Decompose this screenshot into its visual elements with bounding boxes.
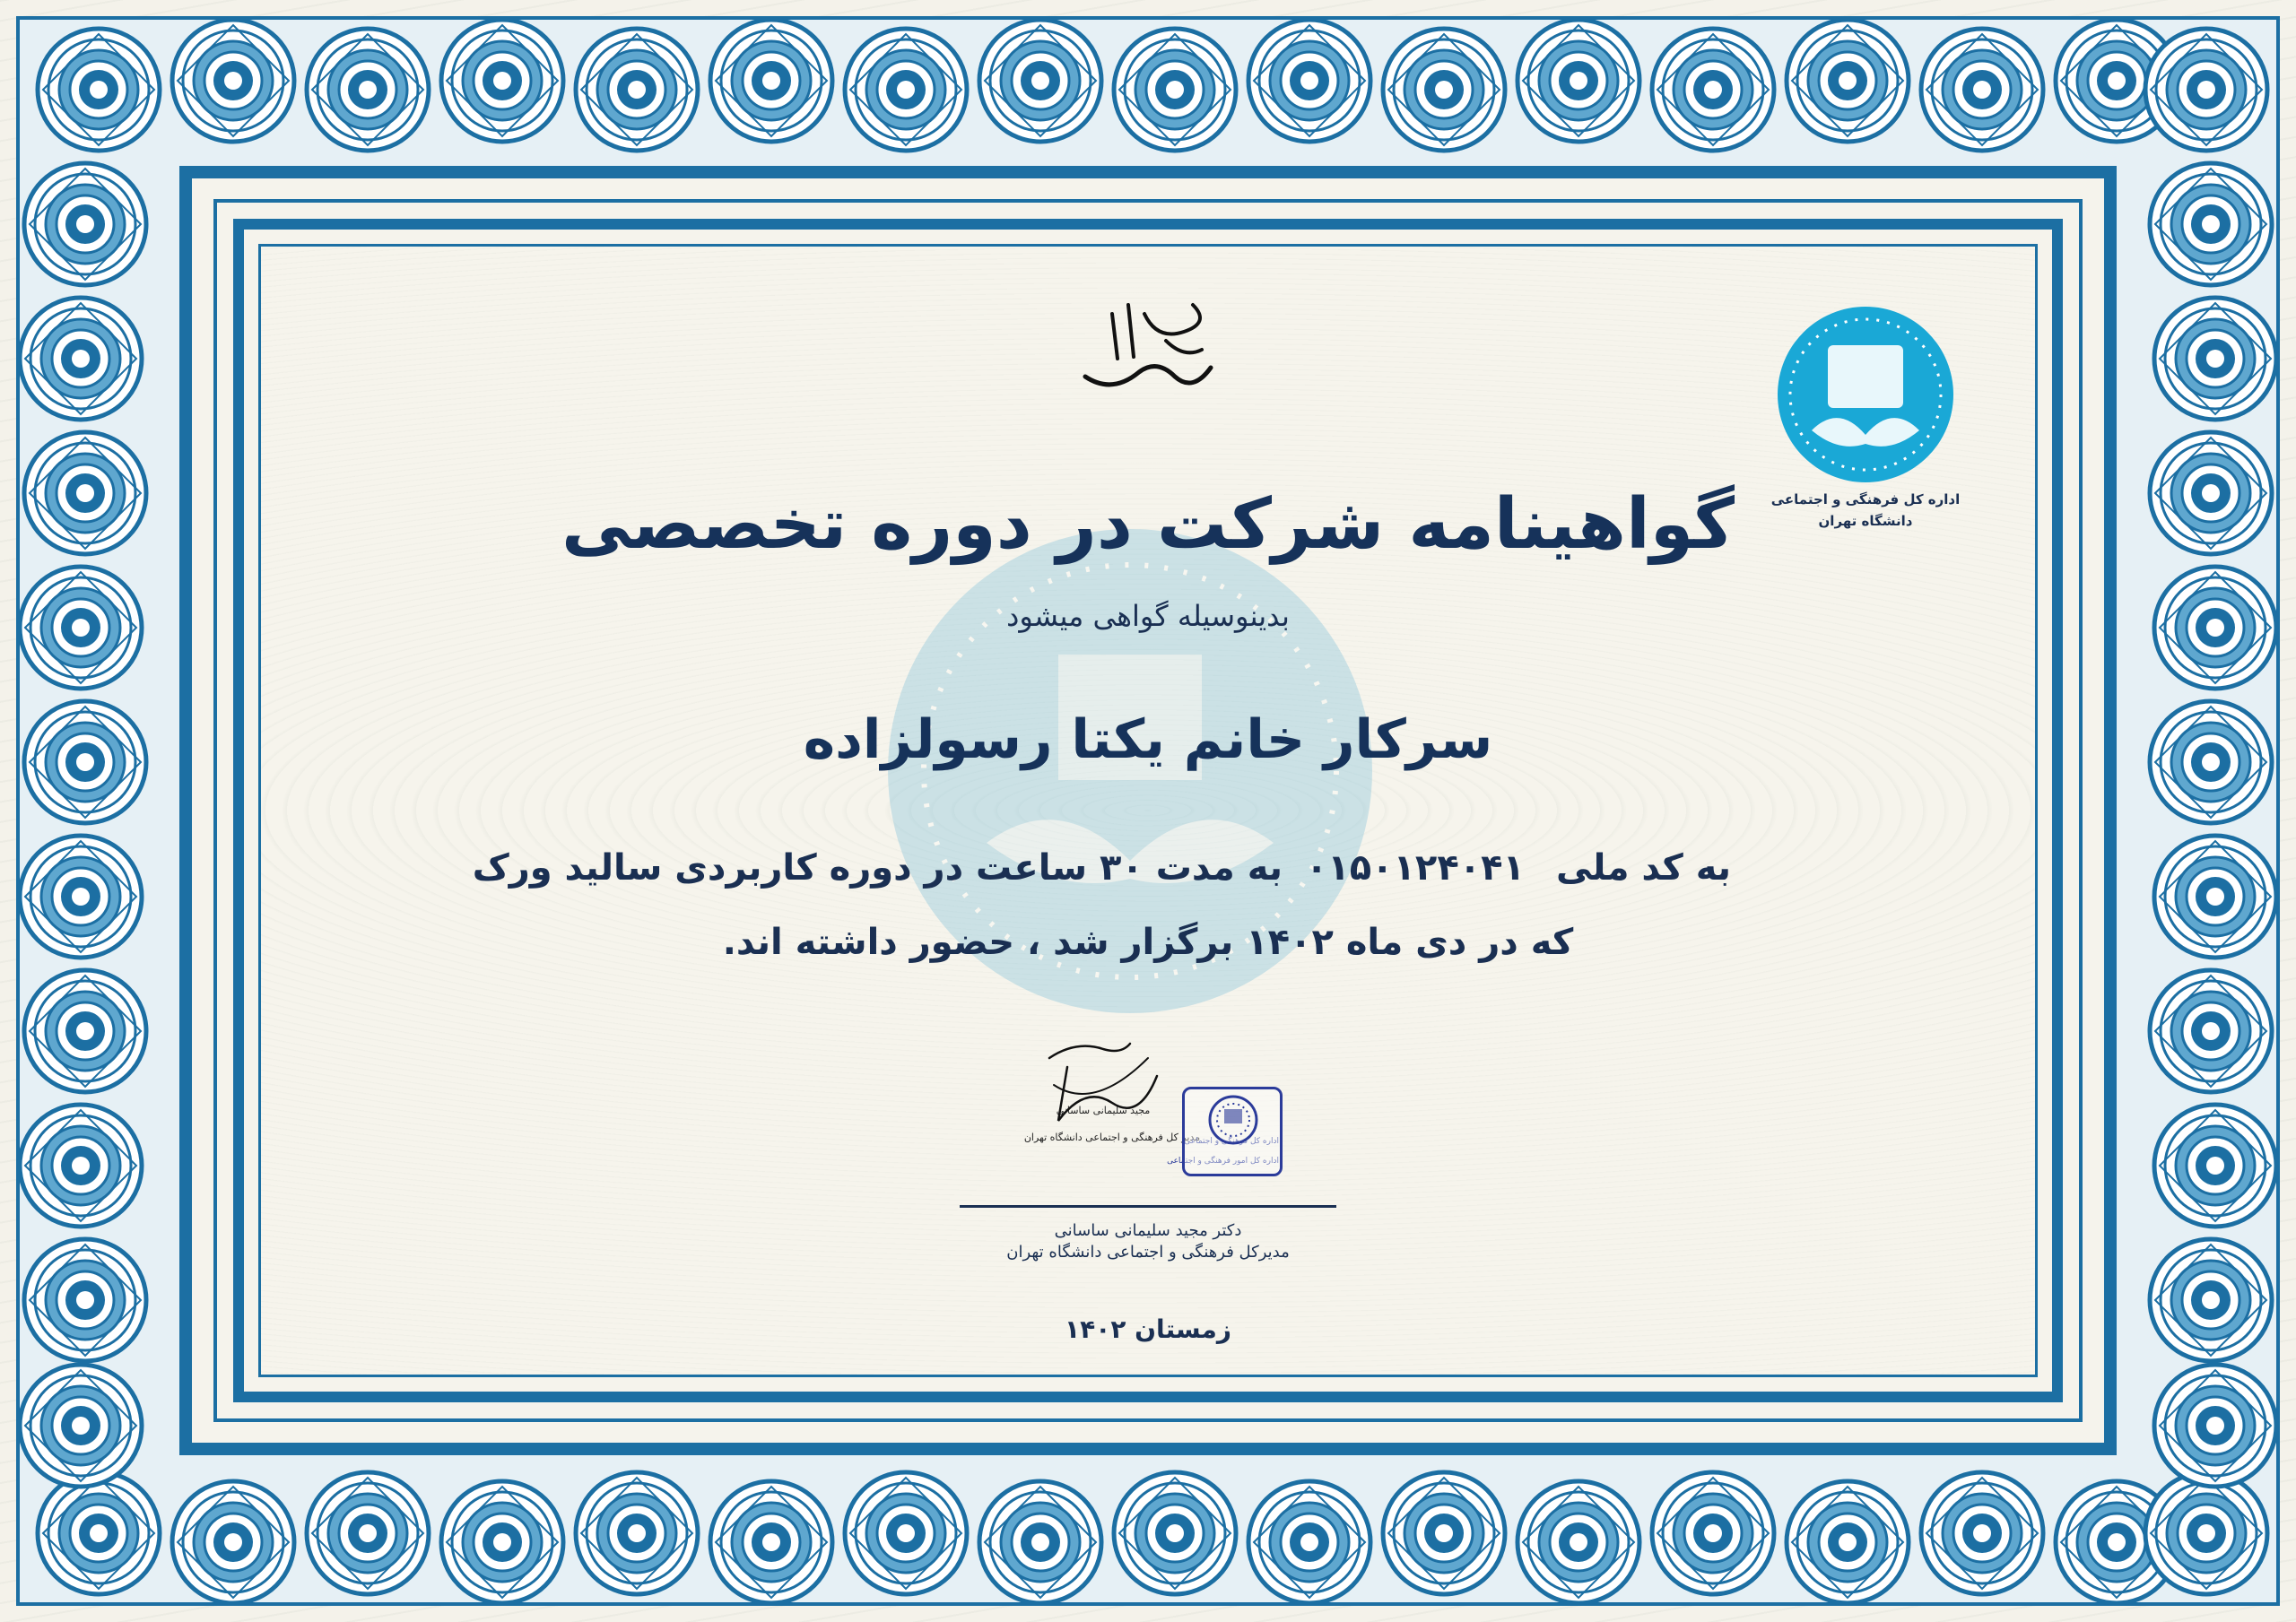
course-line: به مدت ۳۰ ساعت در دوره کاربردی سالید ورک [472, 847, 1283, 889]
signature-caption-name: مجید سلیمانی ساسانی [1056, 1105, 1151, 1116]
certificate-subtitle: بدینوسیله گواهی میشود [1006, 599, 1290, 633]
national-id-value: ۰۱۵۰۱۲۴۰۴۱ [1305, 847, 1525, 889]
held-line: که در دی ماه ۱۴۰۲ برگزار شد ، حضور داشته اند. [722, 922, 1574, 963]
org-name-line1: اداره کل فرهنگی و اجتماعی [1770, 491, 1961, 507]
signature-icon [1031, 1031, 1175, 1175]
signer-title: مدیرکل فرهنگی و اجتماعی دانشگاه تهران [1006, 1243, 1290, 1262]
stamp-text-line1: اداره کل فرهنگی و اجتماعی [1184, 1137, 1279, 1146]
certificate-date: زمستان ۱۴۰۲ [1065, 1314, 1231, 1344]
stamp-emblem-icon [1206, 1093, 1260, 1147]
official-stamp [1167, 1087, 1283, 1176]
stamp-text-line2: اداره کل امور فرهنگی و اجتماعی [1167, 1157, 1279, 1166]
signature-line [960, 1205, 1336, 1208]
certificate-title: گواهینامه شرکت در دوره تخصصی [561, 484, 1735, 565]
org-name-line2: دانشگاه تهران [1818, 513, 1913, 529]
recipient-name: سرکار خانم یکتا رسولزاده [803, 708, 1493, 771]
signature-caption-title: مدیر کل فرهنگی و اجتماعی دانشگاه تهران [1023, 1132, 1201, 1143]
signer-name: دکتر مجید سلیمانی ساسانی [1054, 1221, 1242, 1240]
national-id-label: به کد ملی [1555, 847, 1731, 889]
